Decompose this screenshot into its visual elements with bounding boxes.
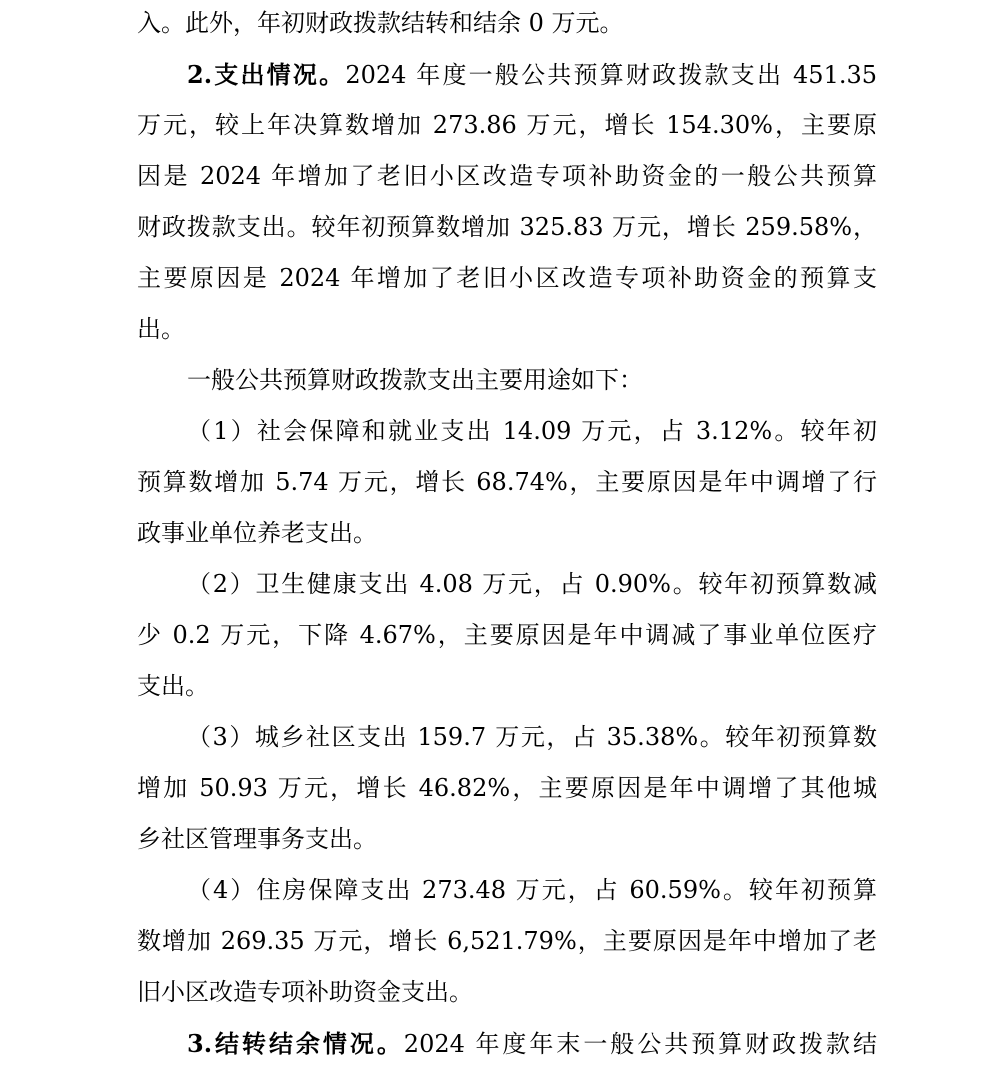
list-item-line: （4）住房保障支出 273.48 万元，占 60.59%。较年初预算 [187,876,877,904]
text-segment: 2024 年度一般公共预算财政拨款支出 451.35 [345,61,878,89]
text-line: 出。 [137,315,185,343]
text-line: 因是 2024 年增加了老旧小区改造专项补助资金的一般公共预算 [137,162,877,190]
list-item-line: （1）社会保障和就业支出 14.09 万元，占 3.12%。较年初 [187,417,877,445]
text-line: 一般公共预算财政拨款支出主要用途如下： [187,366,643,394]
text-line: 政事业单位养老支出。 [137,519,377,547]
section-heading: 2.支出情况。 [187,60,346,89]
section-heading: 3.结转结余情况。 [187,1029,404,1058]
text-line: 数增加 269.35 万元，增长 6,521.79%，主要原因是年中增加了老 [137,927,877,955]
text-line: 旧小区改造专项补助资金支出。 [137,978,473,1006]
text-line: 财政拨款支出。较年初预算数增加 325.83 万元，增长 259.58%， [137,213,877,241]
text-line: 增加 50.93 万元，增长 46.82%，主要原因是年中调增了其他城 [137,774,877,802]
text-line: 乡社区管理事务支出。 [137,825,377,853]
text-line: 入。此外，年初财政拨款结转和结余 0 万元。 [137,9,624,37]
section-heading-line [187,1018,877,1069]
list-item-line: （3）城乡社区支出 159.7 万元，占 35.38%。较年初预算数 [187,723,877,751]
text-segment: 2024 年度年末一般公共预算财政拨款结 [403,1030,877,1058]
text-line: 支出。 [137,672,209,700]
text-line: 少 0.2 万元，下降 4.67%，主要原因是年中调减了事业单位医疗 [137,621,877,649]
section-heading-line [187,49,877,100]
text-line: 万元，较上年决算数增加 273.86 万元，增长 154.30%，主要原 [137,111,877,139]
text-line: 主要原因是 2024 年增加了老旧小区改造专项补助资金的预算支 [137,264,877,292]
list-item-line: （2）卫生健康支出 4.08 万元，占 0.90%。较年初预算数减 [187,570,877,598]
text-line: 预算数增加 5.74 万元，增长 68.74%，主要原因是年中调增了行 [137,468,877,496]
